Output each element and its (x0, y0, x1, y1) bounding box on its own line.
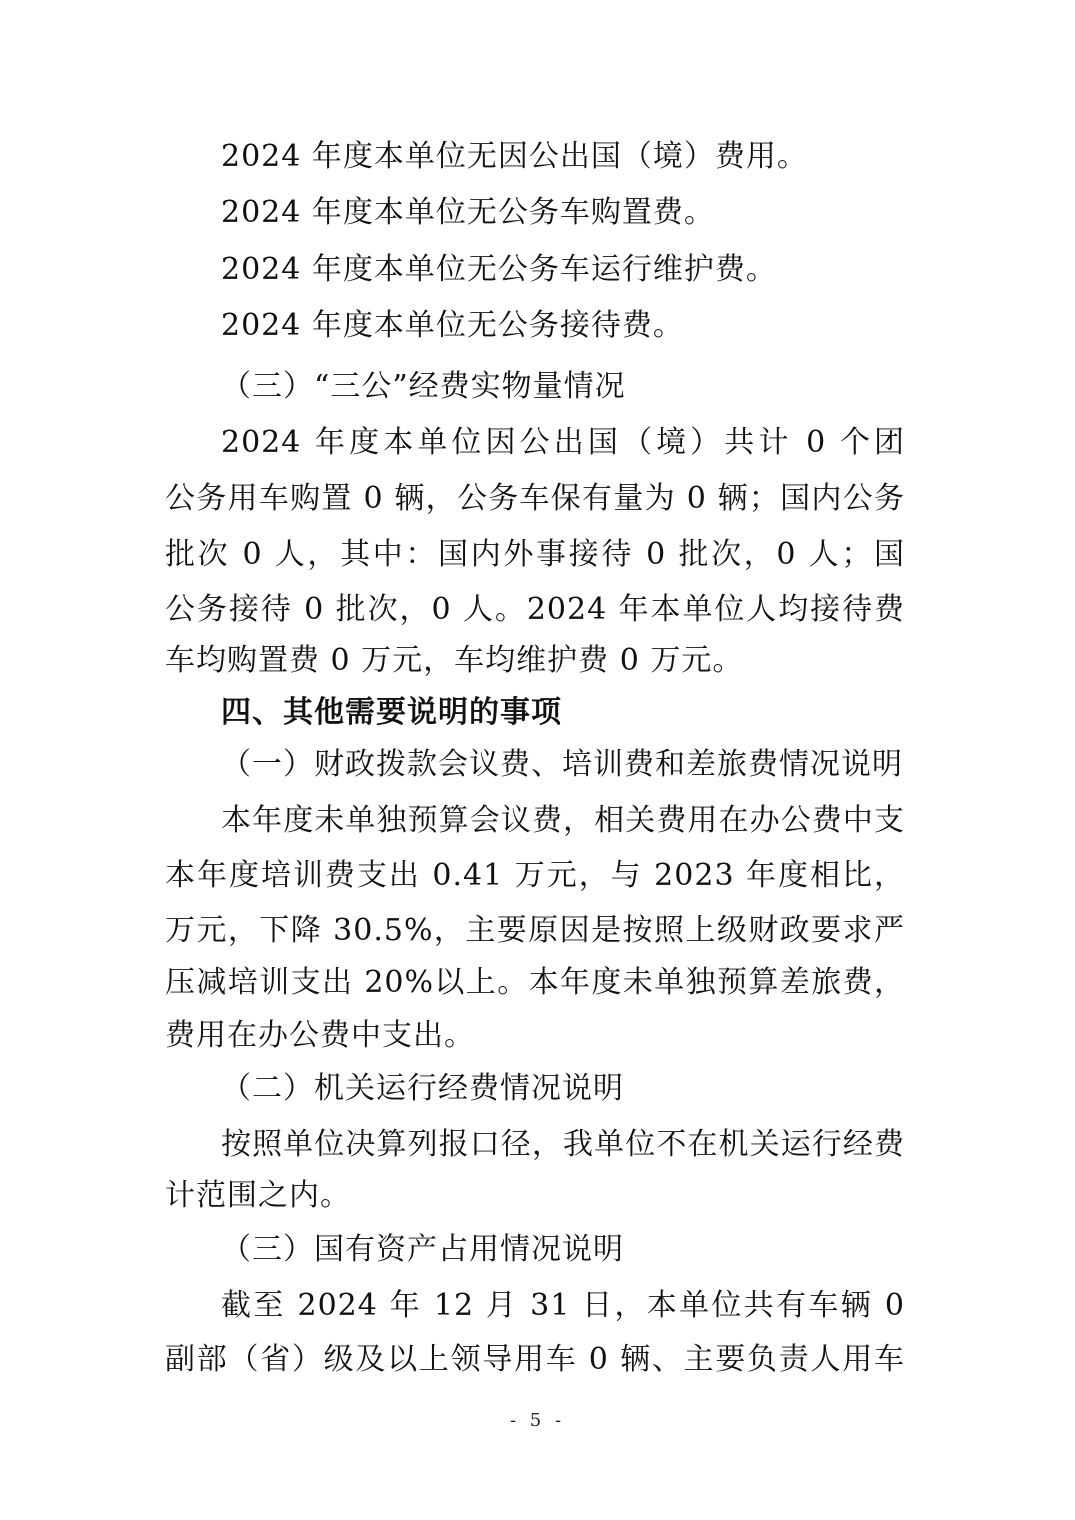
subheading-operating-expenses: （二）机关运行经费情况说明 (221, 1071, 624, 1106)
paragraph-reception: 2024 年度本单位无公务接待费。 (221, 308, 684, 343)
text-line: 副部（省）级及以上领导用车 0 辆、主要负责人用车 (165, 1342, 905, 1377)
text-line: 按照单位决算列报口径，我单位不在机关运行经费 (221, 1127, 905, 1162)
text-line: 本年度培训费支出 0.41 万元，与 2023 年度相比， (165, 858, 905, 893)
text-line: 费用在办公费中支出。 (165, 1018, 475, 1053)
text-line: 万元，下降 30.5%，主要原因是按照上级财政要求严 (165, 913, 905, 948)
text-line: 公务用车购置 0 辆，公务车保有量为 0 辆；国内公务 (165, 481, 905, 516)
section-heading-other-matters: 四、其他需要说明的事项 (221, 695, 562, 730)
text-line: 计范围之内。 (165, 1178, 351, 1213)
section-heading-physical-quantity: （三）“三公”经费实物量情况 (221, 369, 626, 404)
paragraph-vehicle-maintenance: 2024 年度本单位无公务车运行维护费。 (221, 252, 777, 287)
text-line: 公务接待 0 批次，0 人。2024 年本单位人均接待费 (165, 592, 905, 627)
text-line: 车均购置费 0 万元，车均维护费 0 万元。 (165, 643, 744, 678)
text-line: 截至 2024 年 12 月 31 日，本单位共有车辆 0 (221, 1288, 905, 1323)
paragraph-vehicle-purchase: 2024 年度本单位无公务车购置费。 (221, 195, 715, 230)
text-line: 压减培训支出 20%以上。本年度未单独预算差旅费， (165, 965, 905, 1000)
text-line: 本年度未单独预算会议费，相关费用在办公费中支 (221, 803, 905, 838)
subheading-meeting-training-travel: （一）财政拨款会议费、培训费和差旅费情况说明 (221, 747, 903, 782)
page-number: - 5 - (509, 1410, 566, 1431)
subheading-state-assets: （三）国有资产占用情况说明 (221, 1232, 624, 1267)
text-line: 批次 0 人，其中：国内外事接待 0 批次，0 人；国 (165, 537, 905, 572)
text-line: 2024 年度本单位因公出国（境）共计 0 个团 (221, 425, 905, 460)
paragraph-travel-abroad: 2024 年度本单位无因公出国（境）费用。 (221, 139, 808, 174)
